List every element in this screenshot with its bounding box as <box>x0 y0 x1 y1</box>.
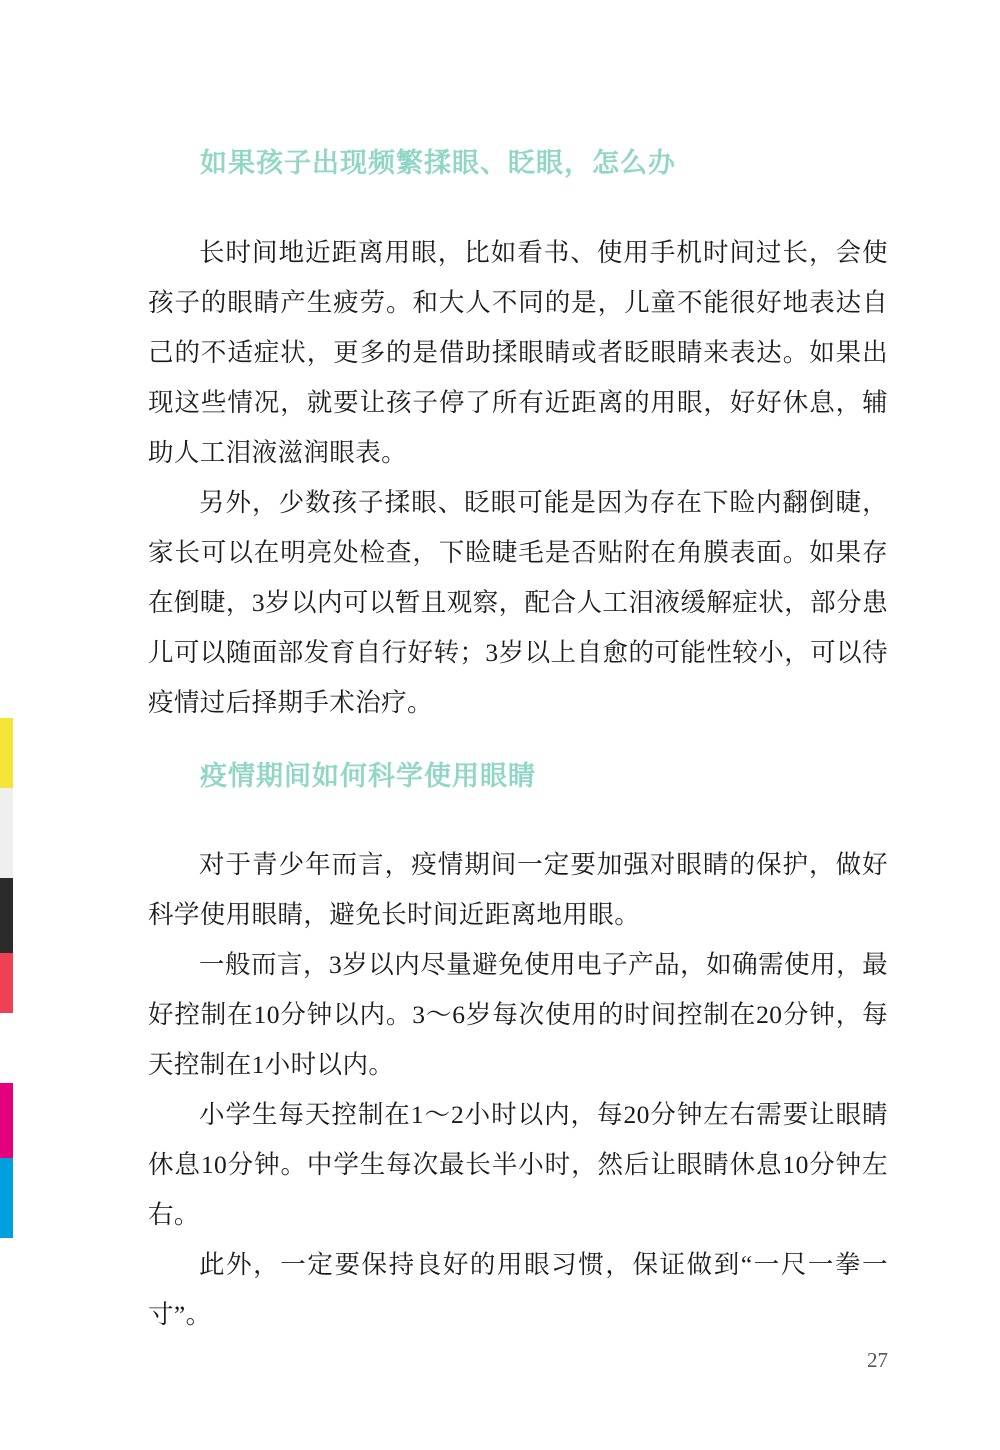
paragraph: 小学生每天控制在1～2小时以内，每20分钟左右需要让眼睛休息10分钟。中学生每次最长半小时，然后让眼睛休息10分钟左右。 <box>148 1100 888 1229</box>
paragraph: 长时间地近距离用眼，比如看书、使用手机时间过长，会使孩子的眼睛产生疲劳。和大人不同的是，儿童不能很好地表达自己的不适症状，更多的是借助揉眼睛或者眨眼睛来表达。如果出现这些情况，就要让孩子停了所有近距离的用眼，好好休息，辅助人工泪液滋润眼表。 <box>148 238 888 467</box>
section-2-body <box>148 840 888 1340</box>
section-heading-2-container <box>200 758 536 796</box>
paragraph: 此外，一定要保持良好的用眼习惯，保证做到“一尺一拳一寸”。 <box>148 1250 888 1329</box>
section-heading-2: 疫情期间如何科学使用眼睛 <box>200 761 536 792</box>
paragraph: 另外，少数孩子揉眼、眨眼可能是因为存在下睑内翻倒睫，家长可以在明亮处检查，下睑睫毛是否贴附在角膜表面。如果存在倒睫，3岁以内可以暂且观察，配合人工泪液缓解症状，部分患儿可以随面部发育自行好转；3岁以上自愈的可能性较小，可以待疫情过后择期手术治疗。 <box>148 488 888 717</box>
paragraph: 一般而言，3岁以内尽量避免使用电子产品，如确需使用，最好控制在10分钟以内。3～6岁每次使用的时间控制在20分钟，每天控制在1小时以内。 <box>148 950 888 1079</box>
page-number: 27 <box>867 1348 888 1372</box>
section-heading-1: 如果孩子出现频繁揉眼、眨眼，怎么办 <box>200 148 676 179</box>
section-heading-1-container <box>200 145 676 183</box>
section-1-body <box>148 228 888 728</box>
paragraph: 对于青少年而言，疫情期间一定要加强对眼睛的保护，做好科学使用眼睛，避免长时间近距离地用眼。 <box>148 850 888 929</box>
